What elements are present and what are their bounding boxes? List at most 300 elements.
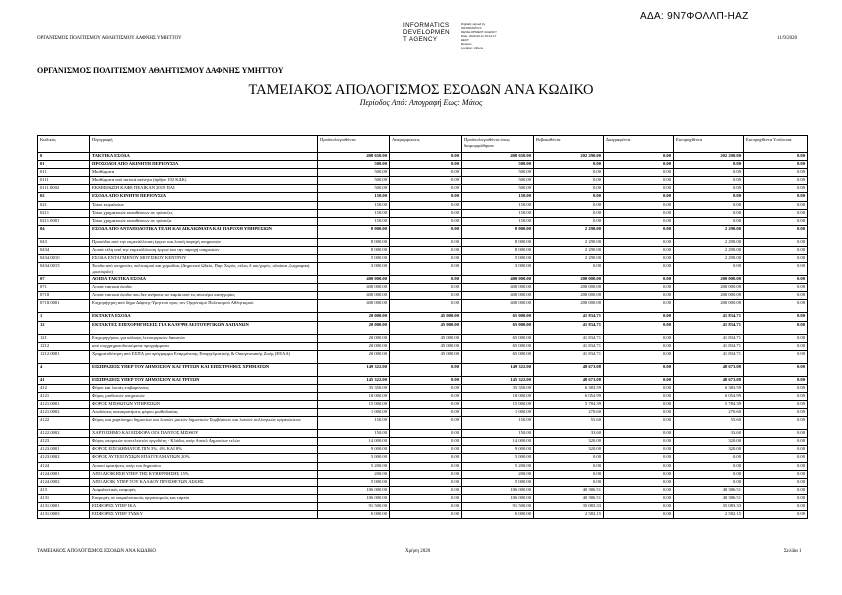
cell-certified: 41 834.71 <box>534 350 604 363</box>
cell-written-off: 0.00 <box>604 246 674 254</box>
table-row <box>38 209 808 217</box>
cell-description: ΕΚΤΑΚΤΕΣ ΕΠΙΧΟΡΗΓΗΣΕΙΣ ΓΙΑ ΚΑΛΥΨΗ ΛΕΙΤΟΥΡΓΙΚΩΝ ΔΑΠΑΝΩΝ <box>90 321 318 334</box>
cell-amendments: 45 000.00 <box>390 321 462 334</box>
cell-code: 4122 <box>38 417 90 430</box>
cell-certified: 48 673.08 <box>534 376 604 384</box>
cell-balance: 0.00 <box>744 392 808 400</box>
cell-final-budget: 8 000.00 <box>462 246 534 254</box>
cell-code: 043 <box>38 238 90 246</box>
cell-final-budget: 400 000.00 <box>462 284 534 292</box>
cell-written-off: 0.00 <box>604 276 674 284</box>
cell-budgeted: 18 000.00 <box>318 392 390 400</box>
cell-balance: 0.00 <box>744 238 808 246</box>
cell-description: Επιχορηγήσεις για κάλυψη λειτουργικών δαπανών <box>90 334 318 342</box>
cell-code: 0434.0010 <box>38 255 90 263</box>
cell-description: ΦΟΡΟΣ ΑΥΤΕΞΟΥΣΙΩΝ ΕΠΑΓΓΕΛΜΑΤΙΩΝ 20% <box>90 454 318 462</box>
table-row <box>38 225 808 238</box>
logo-line: INFORMATICS <box>403 22 450 29</box>
cell-code: 412 <box>38 384 90 392</box>
cell-budgeted: 15 000.00 <box>318 400 390 408</box>
cell-collected: 0.00 <box>674 193 744 201</box>
cell-amendments: 45 000.00 <box>390 334 462 342</box>
cell-balance: 0.00 <box>744 342 808 350</box>
cell-amendments: 0.00 <box>390 384 462 392</box>
cell-amendments: 0.00 <box>390 177 462 185</box>
cell-amendments: 0.00 <box>390 454 462 462</box>
table-row <box>38 217 808 225</box>
table-row <box>38 342 808 350</box>
cell-budgeted: 20 000.00 <box>318 334 390 342</box>
cell-budgeted: 35 350.00 <box>318 384 390 392</box>
cell-final-budget: 500.00 <box>462 161 534 169</box>
cell-written-off: 0.00 <box>604 454 674 462</box>
cell-written-off: 0.00 <box>604 363 674 376</box>
cell-written-off: 0.00 <box>604 503 674 511</box>
cell-certified: 6 054.99 <box>534 392 604 400</box>
table-body <box>38 153 808 519</box>
cell-code: 0111 <box>38 177 90 185</box>
cell-final-budget: 15 000.00 <box>462 400 534 408</box>
cell-final-budget: 18 000.00 <box>462 392 534 400</box>
cell-budgeted: 20 000.00 <box>318 321 390 334</box>
table-row <box>38 511 808 519</box>
cell-budgeted: 150.00 <box>318 430 390 438</box>
ada-code: ΑΔΑ: 9Ν7ΦΟΛΛΠ-ΗΑΖ <box>640 11 749 22</box>
cell-balance: 0.00 <box>744 225 808 238</box>
cell-amendments: 0.00 <box>390 263 462 276</box>
cell-amendments: 0.00 <box>390 494 462 502</box>
cell-final-budget: 5 000.00 <box>462 478 534 486</box>
cell-certified: 41 834.71 <box>534 334 604 342</box>
cell-certified: 320.00 <box>534 446 604 454</box>
cell-written-off: 0.00 <box>604 494 674 502</box>
cell-certified: 200 000.00 <box>534 292 604 300</box>
cell-budgeted: 8 000.00 <box>318 246 390 254</box>
cell-budgeted: 500.00 <box>318 185 390 193</box>
cell-balance: 0.00 <box>744 334 808 342</box>
cell-amendments: 0.00 <box>390 486 462 494</box>
cell-final-budget: 5 000.00 <box>462 454 534 462</box>
cell-amendments: 0.00 <box>390 185 462 193</box>
cell-balance: 0.00 <box>744 376 808 384</box>
cell-balance: 0.00 <box>744 384 808 392</box>
cell-code: 4123.0002 <box>38 454 90 462</box>
cell-budgeted: 150.00 <box>318 417 390 430</box>
cell-description: Λοιπά τακτικά έσοδα <box>90 284 318 292</box>
cell-description: ΑΠΟ ΔΙΟΙΚ ΥΠΕΡ ΤΟΥ ΚΛΑΔΟΥ ΠΡΟΣΘΕΤΩΝ ΑΣΚΗΣ <box>90 478 318 486</box>
cell-written-off: 0.00 <box>604 478 674 486</box>
cell-description: Λοιποί κρατήσεις υπέρ του δημοσίου <box>90 462 318 470</box>
signature-detail-line: INFORMATICS <box>461 26 482 30</box>
cell-certified: 0.00 <box>534 263 604 276</box>
cell-budgeted: 14 000.00 <box>318 438 390 446</box>
cell-description: Προσόδοι από την εκμετάλλευση έργων και λοιπή παροχή υπηρεσιών <box>90 238 318 246</box>
cell-final-budget: 400 000.00 <box>462 292 534 300</box>
cell-code: 011 <box>38 169 90 177</box>
cell-final-budget: 1 000.00 <box>462 409 534 417</box>
cell-final-budget: 149 322.00 <box>462 363 534 376</box>
cell-written-off: 0.00 <box>604 300 674 313</box>
cell-description: Ασφαλιστικές εισφορές <box>90 486 318 494</box>
cell-balance: 0.00 <box>744 446 808 454</box>
cell-collected: 41 834.71 <box>674 334 744 342</box>
cell-description: ΕΙΣΦΟΡΕΣ ΥΠΕΡ ΙΚΑ <box>90 503 318 511</box>
cell-collected: 2 290.00 <box>674 255 744 263</box>
cell-balance: 0.00 <box>744 511 808 519</box>
cell-collected: 33.60 <box>674 430 744 438</box>
cell-collected: 48 673.08 <box>674 363 744 376</box>
cell-amendments: 45 000.00 <box>390 350 462 363</box>
cell-certified: 2 290.00 <box>534 238 604 246</box>
cell-amendments: 0.00 <box>390 276 462 284</box>
cell-certified: 320.00 <box>534 438 604 446</box>
table-row <box>38 300 808 313</box>
cell-written-off: 0.00 <box>604 153 674 161</box>
cell-code: 07 <box>38 276 90 284</box>
cell-certified: 35 083.33 <box>534 503 604 511</box>
table-row <box>38 201 808 209</box>
cell-description: ΕΙΣΠΡΑΞΕΙΣ ΥΠΕΡ ΤΟΥ ΔΗΜΟΣΙΟΥ ΚΑΙ ΤΡΙΤΩΝ ΚΑΙ ΕΠΙΣΤΡΟΦΕΣ ΧΡΗΜΑΤΩΝ <box>90 363 318 376</box>
cell-description: ΦΟΡΟΣ ΕΙΣΟΔΗΜΑΤΟΣ ΠΙΝ 3%, 4% ΚΑΙ 8% <box>90 446 318 454</box>
cell-final-budget: 500.00 <box>462 177 534 185</box>
cell-collected: 202 290.00 <box>674 153 744 161</box>
cell-code: 4124 <box>38 462 90 470</box>
cell-amendments: 45 000.00 <box>390 313 462 321</box>
cell-budgeted: 145 322.00 <box>318 376 390 384</box>
cell-final-budget: 150.00 <box>462 193 534 201</box>
cell-certified: 0.00 <box>534 470 604 478</box>
cell-budgeted: 8 000.00 <box>318 225 390 238</box>
cell-balance: 0.00 <box>744 153 808 161</box>
cell-balance: 0.00 <box>744 169 808 177</box>
cell-balance: 0.00 <box>744 321 808 334</box>
table-row <box>38 430 808 438</box>
cell-amendments: 0.00 <box>390 161 462 169</box>
cell-balance: 0.00 <box>744 276 808 284</box>
cell-written-off: 0.00 <box>604 384 674 392</box>
cell-code: 01 <box>38 161 90 169</box>
table-row <box>38 462 808 470</box>
revenue-table <box>37 135 808 519</box>
cell-code: 4121.0002 <box>38 409 90 417</box>
cell-balance: 0.00 <box>744 255 808 263</box>
cell-final-budget: 9 000.00 <box>462 446 534 454</box>
cell-budgeted: 91 500.00 <box>318 503 390 511</box>
cell-budgeted: 150.00 <box>318 217 390 225</box>
cell-balance: 0.00 <box>744 478 808 486</box>
report-period: Περίοδος Από: Απογραφή Εως: Μάιος <box>359 98 483 107</box>
cell-amendments: 0.00 <box>390 255 462 263</box>
cell-written-off: 0.00 <box>604 201 674 209</box>
org-title: ΟΡΓΑΝΙΣΜΟΣ ΠΟΛΙΤΙΣΜΟΥ ΑΘΛΗΤΙΣΜΟΥ ΔΑΦΝΗΣ ΥΜΗΤΤΟΥ <box>37 66 284 75</box>
table-row <box>38 185 808 193</box>
cell-code: 4124.0002 <box>38 478 90 486</box>
cell-collected: 41 834.71 <box>674 321 744 334</box>
cell-code: 0111.0002 <box>38 185 90 193</box>
cell-collected: 0.00 <box>674 454 744 462</box>
cell-collected: 41 834.71 <box>674 342 744 350</box>
cell-written-off: 0.00 <box>604 209 674 217</box>
cell-certified: 0.00 <box>534 185 604 193</box>
cell-code: 1212 <box>38 342 90 350</box>
cell-description: Φόρος ατομικών συντελεστών εργοδότη - Κλάδος υπέρ Αποκλ Δημοσίων τελών <box>90 438 318 446</box>
cell-budgeted: 400 000.00 <box>318 292 390 300</box>
table-row <box>38 376 808 384</box>
cell-code: 4 <box>38 363 90 376</box>
cell-collected: 2 290.00 <box>674 246 744 254</box>
cell-code: 4121.0001 <box>38 400 90 408</box>
cell-budgeted: 106 000.00 <box>318 494 390 502</box>
cell-code: 4131.0001 <box>38 503 90 511</box>
cell-certified: 40 386.51 <box>534 486 604 494</box>
cell-collected: 0.00 <box>674 217 744 225</box>
cell-collected: 40 386.51 <box>674 486 744 494</box>
cell-budgeted: 6 000.00 <box>318 511 390 519</box>
signature-detail-line: Date: 2020.09.11 15:12:17 <box>461 34 497 38</box>
cell-amendments: 0.00 <box>390 225 462 238</box>
cell-balance: 0.00 <box>744 430 808 438</box>
table-row <box>38 486 808 494</box>
cell-description: ΠΡΟΣΟΔΟΙ ΑΠΟ ΑΚΙΝΗΤΗ ΠΕΡΙΟΥΣΙΑ <box>90 161 318 169</box>
cell-certified: 33.60 <box>534 430 604 438</box>
cell-written-off: 0.00 <box>604 446 674 454</box>
table-row <box>38 494 808 502</box>
cell-balance: 0.00 <box>744 409 808 417</box>
cell-balance: 0.00 <box>744 292 808 300</box>
cell-final-budget: 8 000.00 <box>462 238 534 246</box>
cell-budgeted: 5 000.00 <box>318 478 390 486</box>
table-row <box>38 177 808 185</box>
column-header: Διαγραφέντα <box>604 136 674 153</box>
cell-certified: 0.00 <box>534 454 604 462</box>
cell-final-budget: 408 650.00 <box>462 153 534 161</box>
cell-description: ΕΙΣΠΡΑΞΕΙΣ ΥΠΕΡ ΤΟΥ ΔΗΜΟΣΙΟΥ ΚΑΙ ΤΡΙΤΩΝ <box>90 376 318 384</box>
cell-final-budget: 400 000.00 <box>462 300 534 313</box>
cell-description: ΦΟΡΟΣ ΜΙΣΘΩΤΩΝ ΥΠΗΡΕΣΙΩΝ <box>90 400 318 408</box>
table-row <box>38 400 808 408</box>
cell-code: 071 <box>38 284 90 292</box>
cell-code: 0434 <box>38 246 90 254</box>
cell-budgeted: 500.00 <box>318 177 390 185</box>
cell-amendments: 0.00 <box>390 292 462 300</box>
table-row <box>38 276 808 284</box>
cell-balance: 0.00 <box>744 185 808 193</box>
signature-details <box>461 22 497 50</box>
column-header: Προϋπολογισθέντα <box>318 136 390 153</box>
cell-collected: 6 054.99 <box>674 392 744 400</box>
cell-written-off: 0.00 <box>604 350 674 363</box>
cell-balance: 0.00 <box>744 246 808 254</box>
table-header-row <box>38 136 808 153</box>
cell-description: Μισθώματα από αστικά ακίνητα (άρθρο 192 ΚΔΚ) <box>90 177 318 185</box>
footer-year: Χρήση 2020 <box>405 549 431 554</box>
cell-balance: 0.00 <box>744 177 808 185</box>
cell-balance: 0.00 <box>744 494 808 502</box>
cell-collected: 200 000.00 <box>674 276 744 284</box>
table-row <box>38 392 808 400</box>
cell-budgeted: 200.00 <box>318 470 390 478</box>
table-row <box>38 350 808 363</box>
cell-balance: 0.00 <box>744 438 808 446</box>
cell-code: 4124.0001 <box>38 470 90 478</box>
cell-collected: 320.00 <box>674 446 744 454</box>
cell-amendments: 0.00 <box>390 284 462 292</box>
table-row <box>38 263 808 276</box>
cell-amendments: 0.00 <box>390 503 462 511</box>
cell-collected: 0.00 <box>674 185 744 193</box>
signature-detail-line: Digitally signed by <box>461 22 486 26</box>
cell-written-off: 0.00 <box>604 430 674 438</box>
cell-final-budget: 145 322.00 <box>462 376 534 384</box>
cell-final-budget: 500.00 <box>462 185 534 193</box>
cell-written-off: 0.00 <box>604 334 674 342</box>
cell-final-budget: 65 000.00 <box>462 313 534 321</box>
cell-budgeted: 150.00 <box>318 193 390 201</box>
cell-budgeted: 5 200.00 <box>318 462 390 470</box>
cell-amendments: 0.00 <box>390 417 462 430</box>
column-header: Αναμορφώσεις <box>390 136 462 153</box>
cell-amendments: 0.00 <box>390 438 462 446</box>
cell-balance: 0.00 <box>744 486 808 494</box>
cell-description: Λοιπά τακτικά έσοδα που δεν ανήκουν σε καμία από τις ανωτέρω κατηγορίες <box>90 292 318 300</box>
cell-balance: 0.00 <box>744 201 808 209</box>
cell-written-off: 0.00 <box>604 409 674 417</box>
cell-balance: 0.00 <box>744 503 808 511</box>
cell-written-off: 0.00 <box>604 486 674 494</box>
table-row <box>38 409 808 417</box>
cell-budgeted: 150.00 <box>318 201 390 209</box>
cell-collected: 0.00 <box>674 462 744 470</box>
cell-budgeted: 400 000.00 <box>318 276 390 284</box>
cell-code: 0718 <box>38 292 90 300</box>
cell-code: 04 <box>38 225 90 238</box>
cell-collected: 0.00 <box>674 478 744 486</box>
header-org-name: ΟΡΓΑΝΙΣΜΟΣ ΠΟΛΙΤΙΣΜΟΥ ΑΘΛΗΤΙΣΜΟΥ ΔΑΦΝΗΣ ΥΜΗΤΤΟΥ <box>37 36 182 41</box>
cell-description: Μισθώματα <box>90 169 318 177</box>
cell-certified: 6 383.59 <box>534 384 604 392</box>
cell-balance: 0.00 <box>744 470 808 478</box>
cell-budgeted: 106 000.00 <box>318 486 390 494</box>
cell-collected: 55.60 <box>674 417 744 430</box>
cell-collected: 0.00 <box>674 177 744 185</box>
cell-budgeted: 400 000.00 <box>318 284 390 292</box>
cell-budgeted: 408 650.00 <box>318 153 390 161</box>
cell-amendments: 0.00 <box>390 153 462 161</box>
cell-balance: 0.00 <box>744 313 808 321</box>
cell-description: Χρηματοδότηση από ΕΣΠΑ για πρόγραμμα Εναρμόνισης Επαγγελματικής & Οικογενειακής Ζωής (ΕΕΑΑ) <box>90 350 318 363</box>
cell-written-off: 0.00 <box>604 185 674 193</box>
cell-amendments: 0.00 <box>390 363 462 376</box>
cell-description: ΕΚΜΙΣΘΩΣΗ ΚΑΦΕ ΠΕΛΙΚΑΝ 2019 ΠΑΙ <box>90 185 318 193</box>
cell-budgeted: 500.00 <box>318 169 390 177</box>
cell-certified: 200 000.00 <box>534 284 604 292</box>
cell-description: ΛΟΙΠΑ ΤΑΚΤΙΚΑ ΕΣΟΔΑ <box>90 276 318 284</box>
cell-written-off: 0.00 <box>604 238 674 246</box>
cell-budgeted: 3 000.00 <box>318 263 390 276</box>
cell-budgeted: 20 000.00 <box>318 342 390 350</box>
cell-amendments: 0.00 <box>390 409 462 417</box>
table-row <box>38 161 808 169</box>
cell-collected: 0.00 <box>674 263 744 276</box>
logo-line: T AGENCY <box>403 36 438 43</box>
cell-final-budget: 200.00 <box>462 470 534 478</box>
signature-detail-line: DEVELOPMENT AGENCY <box>461 30 497 34</box>
cell-code: 1 <box>38 313 90 321</box>
cell-code: 12 <box>38 321 90 334</box>
cell-amendments: 0.00 <box>390 478 462 486</box>
cell-budgeted: 1 000.00 <box>318 409 390 417</box>
cell-description: Έσοδα από υπηρεσίες πολιτισμού και χορωδίας (Δημοτικό Ωδείο, Παρ Χορός ,τέλος δ ιοκ/χορός ,πλαίσια ,ζωγραφική ,φωτόφιλο) <box>90 263 318 276</box>
cell-description: ΕΣΟΔΑ ΑΠΟ ΚΙΝΗΤΗ ΠΕΡΙΟΥΣΙΑ <box>90 193 318 201</box>
cell-budgeted: 9 000.00 <box>318 446 390 454</box>
cell-code: 4123 <box>38 438 90 446</box>
cell-budgeted: 150.00 <box>318 209 390 217</box>
cell-description: Αποδόσεις κατακρατήσεις φόρου μισθοδοσίας <box>90 409 318 417</box>
cell-description: ΕΙΣΦΟΡΕΣ ΥΠΕΡ ΤΥΔΚΥ <box>90 511 318 519</box>
cell-final-budget: 500.00 <box>462 169 534 177</box>
cell-certified: 0.00 <box>534 201 604 209</box>
cell-certified: 200 000.00 <box>534 276 604 284</box>
cell-amendments: 0.00 <box>390 392 462 400</box>
cell-code: 4131 <box>38 494 90 502</box>
cell-final-budget: 106 000.00 <box>462 494 534 502</box>
cell-collected: 48 673.08 <box>674 376 744 384</box>
cell-amendments: 0.00 <box>390 430 462 438</box>
cell-balance: 0.00 <box>744 350 808 363</box>
cell-balance: 0.00 <box>744 161 808 169</box>
table-row <box>38 169 808 177</box>
cell-code: 0 <box>38 153 90 161</box>
cell-code: 0211 <box>38 209 90 217</box>
cell-description: ΕΣΟΔΑ ΕΝΤΑΓΜΕΝΟΥ ΜΟΥΣΙΚΟΥ ΚΕΝΤΡΟΥ <box>90 255 318 263</box>
cell-written-off: 0.00 <box>604 400 674 408</box>
cell-final-budget: 65 000.00 <box>462 321 534 334</box>
cell-collected: 270.60 <box>674 409 744 417</box>
cell-final-budget: 8 000.00 <box>462 225 534 238</box>
cell-written-off: 0.00 <box>604 284 674 292</box>
cell-written-off: 0.00 <box>604 292 674 300</box>
cell-balance: 0.00 <box>744 193 808 201</box>
cell-final-budget: 400 000.00 <box>462 276 534 284</box>
cell-final-budget: 5 200.00 <box>462 462 534 470</box>
cell-description: Τόκοι χρηματικών καταθέσεων σε τράπεζα <box>90 217 318 225</box>
cell-written-off: 0.00 <box>604 193 674 201</box>
table-row <box>38 454 808 462</box>
footer-page-number: Σελίδα 1 <box>784 549 802 554</box>
cell-certified: 41 834.71 <box>534 342 604 350</box>
table-row <box>38 503 808 511</box>
cell-budgeted: 400 000.00 <box>318 300 390 313</box>
cell-final-budget: 150.00 <box>462 217 534 225</box>
cell-balance: 0.00 <box>744 363 808 376</box>
cell-description: από συγχρηματοδοτούμενα προγράμματα <box>90 342 318 350</box>
cell-collected: 41 834.71 <box>674 350 744 363</box>
cell-certified: 55.60 <box>534 417 604 430</box>
footer-report-name: ΤΑΜΕΙΑΚΟΣ ΑΠΟΛΟΓΙΣΜΟΣ ΕΣΟΔΩΝ ΑΝΑ ΚΩΔΙΚΟ <box>37 549 156 554</box>
cell-balance: 0.00 <box>744 217 808 225</box>
column-header: Βεβαιωθέντα <box>534 136 604 153</box>
column-header: Κωδικός <box>38 136 90 153</box>
cell-written-off: 0.00 <box>604 313 674 321</box>
cell-code: 121 <box>38 334 90 342</box>
cell-amendments: 0.00 <box>390 462 462 470</box>
table-row <box>38 417 808 430</box>
cell-certified: 0.00 <box>534 209 604 217</box>
cell-certified: 0.00 <box>534 169 604 177</box>
cell-balance: 0.00 <box>744 454 808 462</box>
table-row <box>38 478 808 486</box>
cell-amendments: 0.00 <box>390 193 462 201</box>
